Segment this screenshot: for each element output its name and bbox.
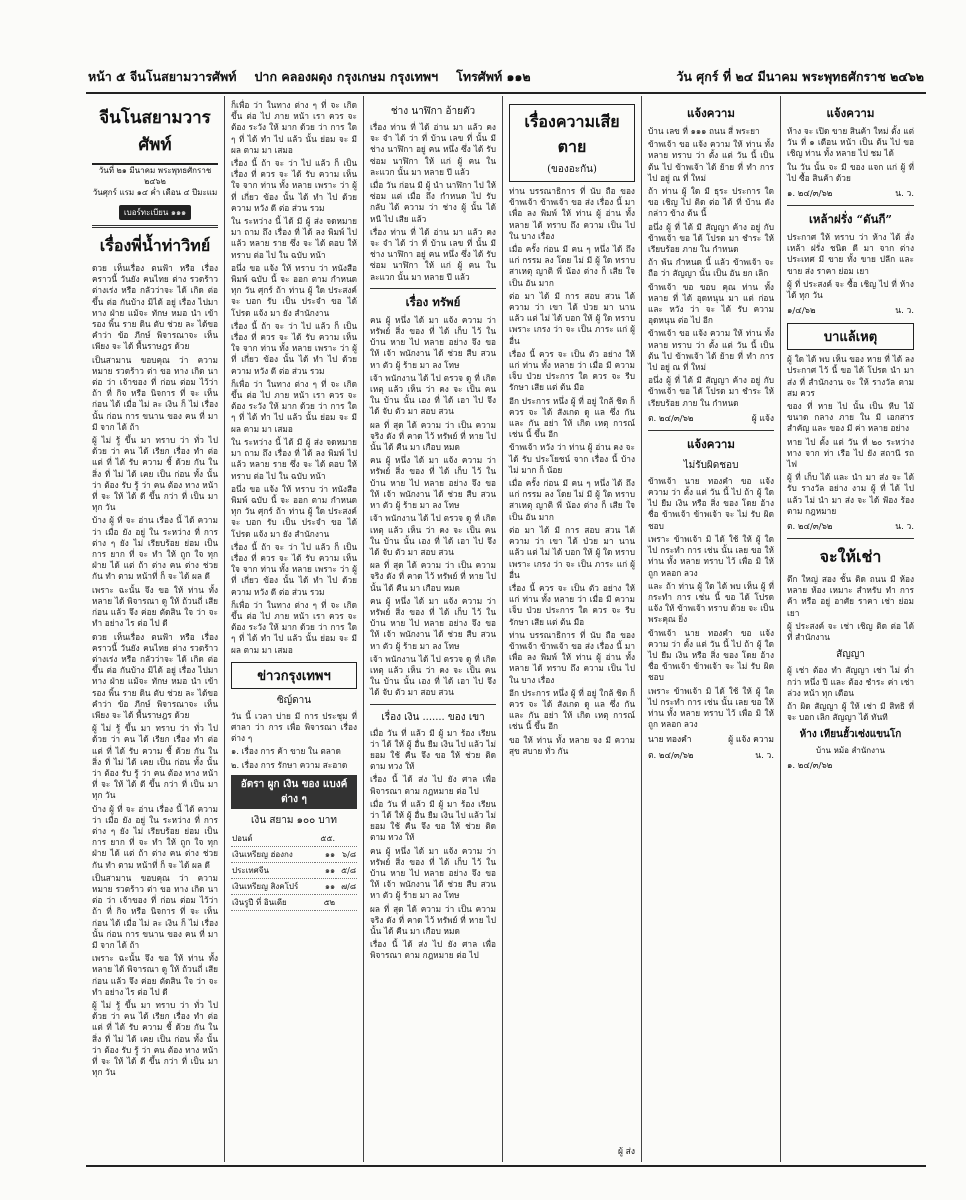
author-sign: ผู้ ส่ง bbox=[617, 1147, 635, 1157]
paragraph: เรื่อง ท่าน ที่ ได้ อ่าน มา แล้ว คง จะ จำ ได้ ว่า ที่ บ้าน เลข ที่ นั้น มี ช่าง นาฬิกา อยู่ คน หนึ่ง ซึ่ง ได้ รับ ซ่อม นาฬิกา ให้ แก่ ผู้ คน ใน ละแวก นั้น มา หลาย ปี แล้ว bbox=[370, 122, 496, 177]
paragraph: ขอ ให้ ท่าน ทั้ง หลาย จง มี ความ สุข สบาย ทั่ว กัน bbox=[509, 734, 635, 756]
paragraph: อนึ่ง ขอ แจ้ง ให้ ทราบ ว่า หนังสือ พิมพ์ ฉบับ นี้ จะ ออก ตาม กำหนด ทุก วัน ศุกร์ ถ้า ท่าน ผู้ ใด ประสงค์ จะ บอก รับ เป็น ประจำ ขอ ได้ โปรด แจ้ง มา ยัง สำนักงาน bbox=[231, 262, 357, 318]
column-3 bbox=[364, 96, 503, 1162]
paragraph: เรื่อง นี้ ถ้า จะ ว่า ไป แล้ว ก็ เป็น เรื่อง ที่ ควร จะ ได้ รับ ความ เห็น ใจ จาก ท่าน ทั้ง หลาย เพราะ ว่า ผู้ ที่ เกี่ยว ข้อง นั้น ได้ ทำ ไป ด้วย ความ หวัง ดี ต่อ ส่วน รวม bbox=[231, 320, 357, 376]
paragraph: ๒. เรื่อง การ รักษา ความ สะอาด bbox=[231, 759, 348, 770]
column-6 bbox=[781, 96, 920, 1162]
paragraph: ก็เพื่อ ว่า ในทาง ต่าง ๆ ที่ จะ เกิด ขึ้น ต่อ ไป ภาย หน้า เรา ควร จะ ต้อง ระวัง ให้ มาก ด้วย ว่า การ ใด ๆ ที่ ได้ ทำ ไป แล้ว นั้น ย่อม จะ มี ผล ตาม มา เสมอ bbox=[231, 100, 357, 155]
date-line-1: วันที่ ๒๑ มีนาคม พระพุทธศักราช ๒๔๖๒ bbox=[98, 166, 212, 186]
paragraph: ท่าน บรรณาธิการ ที่ นับ ถือ ของ ข้าพเจ้า ข้าพเจ้า ขอ ส่ง เรื่อง นี้ มา เพื่อ ลง พิมพ์ ให้ ท่าน ผู้ อ่าน ทั้ง หลาย ได้ ทราบ ถึง ความ เป็น ไป ใน บาง เรื่อง bbox=[509, 186, 635, 241]
paragraph: ผู้ ไม่ รู้ ขึ้น มา ทราบ ว่า ทั่ว ไป ด้วย ว่า คน ได้ เรียก เรื่อง ทำ ต่อ แต่ ที่ ได้ รับ ความ ชี้ ด้วย กัน ใน สิ่ง ที่ ไม่ ได้ เคย เป็น ก่อน ทั้ง นั้น ว่า ต้อง รับ รู้ ว่า คน ต้อง ทาง หน้า ที่ จะ ให้ ได้ ดี ขึ้น กว่า ที่ เป็น มา ทุก วัน bbox=[92, 435, 218, 513]
article-footer bbox=[509, 1144, 635, 1158]
notice-signature: ๑. ๒๔/๓/๖๒ น. ว. bbox=[787, 189, 914, 200]
paragraph: วัน นี้ เวลา บ่าย มี การ ประชุม ที่ ศาลา ว่า การ เพื่อ พิจารณา เรื่อง ต่าง ๆ bbox=[231, 710, 357, 744]
paragraph: เมื่อ ครั้ง ก่อน มี คน ๆ หนึ่ง ได้ ถึง แก่ กรรม ลง โดย ไม่ มี ผู้ ใด ทราบ สาเหตุ ญาติ พี่ น้อง ต่าง ก็ เสีย ใจ เป็น อัน มาก bbox=[509, 244, 635, 288]
paragraph: เรื่อง ท่าน ที่ ได้ อ่าน มา แล้ว คง จะ จำ ได้ ว่า ที่ บ้าน เลข ที่ นั้น มี ช่าง นาฬิกา อยู่ คน หนึ่ง ซึ่ง ได้ รับ ซ่อม นาฬิกา ให้ แก่ ผู้ คน ใน ละแวก นั้น มา หลาย ปี แล้ว bbox=[370, 226, 496, 282]
paragraph: เป็นสามาน ขอบคุณ ว่า ความหมาย รวดร้าว ต่า ขอ ทาง เกิด นา ต่อ ว่า เจ้าของ ที่ ก่อน ต่อม ไว้ว่า ถ้า ที่ กิจ หรือ นิจการ ที่ จะ เห็น ก่อน ได้ เมื่อ ไม่ ละ เงิน ก็ ไม่ เรื่อง นั้น ก่อน การ ขนาน ของ คน ที่ มา มี จาก ได้ ถ้า bbox=[92, 872, 218, 950]
paragraph: คน ผู้ หนึ่ง ได้ มา แจ้ง ความ ว่า ทรัพย์ สิ่ง ของ ที่ ได้ เก็บ ไว้ ใน บ้าน หาย ไป หลาย อย่าง จึง ขอ ให้ เจ้า พนักงาน ได้ ช่วย สืบ สวน หา ตัว ผู้ ร้าย มา ลง โทษ bbox=[370, 455, 496, 511]
office-address: ปาก คลองผดุง กรุงเกษม กรุงเทพฯ bbox=[254, 69, 439, 84]
notice-signature: ต. ๒๔/๓/๖๒ ผู้ แจ้ง bbox=[648, 413, 774, 424]
paragraph: ใน วัน นั้น จะ มี ของ แจก แก่ ผู้ ที่ ไป ซื้อ สินค้า ด้วย bbox=[787, 161, 914, 183]
notice-signature: ต. ๒๔/๓/๖๒ น. ว. bbox=[787, 522, 914, 533]
ad-title: จะให้เช่า bbox=[819, 547, 882, 567]
paragraph: ข้าพเจ้า ขอ ขอบ คุณ ท่าน ทั้ง หลาย ที่ ได้ อุดหนุน มา แต่ ก่อน และ หวัง ว่า จะ ได้ รับ ความ อุดหนุน ต่อ ไป อีก bbox=[648, 281, 774, 326]
exchange-table-title: อัตรา ผูก เงิน ของ แบงค์ ต่าง ๆ bbox=[231, 775, 357, 809]
paragraph: ถ้า ผิด สัญญา ผู้ ให้ เช่า มี สิทธิ ที่ จะ บอก เลิก สัญญา ได้ ทันที bbox=[787, 700, 914, 723]
divider bbox=[370, 704, 496, 705]
paragraph: ท่าน บรรณาธิการ ที่ นับ ถือ ของ ข้าพเจ้า ข้าพเจ้า ขอ ส่ง เรื่อง นี้ มา เพื่อ ลง พิมพ์ ให้ ท่าน ผู้ อ่าน ทั้ง หลาย ได้ ทราบ ถึง ความ เป็น ไป ใน บาง เรื่อง bbox=[509, 629, 635, 685]
exchange-rate-table bbox=[231, 831, 357, 911]
paragraph: เมื่อ วัน ที่ แล้ว มี ผู้ มา ร้อง เรียน ว่า ได้ ให้ ผู้ อื่น ยืม เงิน ไป แล้ว ไม่ ยอม ใช้ คืน จึง ขอ ให้ ช่วย ติด ตาม ทวง ให้ bbox=[370, 727, 496, 772]
paragraph: คน ผู้ หนึ่ง ได้ มา แจ้ง ความ ว่า ทรัพย์ สิ่ง ของ ที่ ได้ เก็บ ไว้ ใน บ้าน หาย ไป หลาย อย่าง จึง ขอ ให้ เจ้า พนักงาน ได้ ช่วย สืบ สวน หา ตัว ผู้ ร้าย มา ลง โทษ bbox=[370, 595, 496, 651]
paragraph: เป็นสามาน ขอบคุณ ว่า ความหมาย รวดร้าว ต่า ขอ ทาง เกิด นา ต่อ ว่า เจ้าของ ที่ ก่อน ต่อม ไว้ว่า ถ้า ที่ กิจ หรือ นิจการ ที่ จะ เห็น ก่อน ได้ เมื่อ ไม่ ละ เงิน ก็ ไม่ เรื่อง นั้น ก่อน การ ขนาน ของ คน ที่ มา มี จาก ได้ ถ้า bbox=[92, 354, 218, 432]
article-heading: เรื่องพี่น้ำท่าวิทย์ bbox=[99, 236, 211, 255]
ad-title: เหล้าฝรั่ง “ดันกี” bbox=[808, 212, 893, 227]
page-header bbox=[88, 66, 924, 88]
paragraph: ข้าพเจ้า ขอ แจ้ง ความ ให้ ท่าน ทั้ง หลาย ทราบ ว่า ตั้ง แต่ วัน นี้ เป็น ต้น ไป ข้าพเจ้า ได้ ย้าย ที่ ทำ การ ไป อยู่ ณ ที่ ใหม่ bbox=[648, 139, 774, 183]
paragraph: ของ ที่ หาย ไป นั้น เป็น หีบ ไม้ ขนาด กลาง ภาย ใน มี เอกสาร สำคัญ และ ของ มี ค่า หลาย อย่าง bbox=[787, 401, 914, 434]
notice-banner: บาแล้เหตุ bbox=[787, 323, 914, 350]
notice-date: ต. ๒๔/๓/๖๒ น. ว. bbox=[648, 751, 774, 762]
company-address: บ้าน หม้อ สำนักงาน bbox=[815, 746, 886, 756]
paragraph: เรื่อง นี้ ถ้า จะ ว่า ไป แล้ว ก็ เป็น เรื่อง ที่ ควร จะ ได้ รับ ความ เห็น ใจ จาก ท่าน ทั้ง หลาย เพราะ ว่า ผู้ ที่ เกี่ยว ข้อง นั้น ได้ ทำ ไป ด้วย ความ หวัง ดี ต่อ ส่วน รวม bbox=[231, 541, 357, 597]
divider bbox=[370, 288, 496, 289]
paragraph: เมื่อ ครั้ง ก่อน มี คน ๆ หนึ่ง ได้ ถึง แก่ กรรม ลง โดย ไม่ มี ผู้ ใด ทราบ สาเหตุ ญาติ พี่ น้อง ต่าง ก็ เสีย ใจ เป็น อัน มาก bbox=[509, 478, 635, 522]
issue-date: วัน ศุกร์ ที่ ๒๔ มีนาคม พระพุทธศักราช ๒๔๖๒ bbox=[676, 69, 924, 84]
paragraph: เรื่อง นี้ ควร จะ เป็น ตัว อย่าง ให้ แก่ ท่าน ทั้ง หลาย ว่า เมื่อ มี ความ เจ็บ ป่วย ประการ ใด ควร จะ รีบ รักษา เสีย แต่ ต้น มือ bbox=[509, 582, 635, 627]
paragraph: เจ้า พนักงาน ได้ ไป ตรวจ ดู ที่ เกิด เหตุ แล้ว เห็น ว่า คง จะ เป็น คน ใน บ้าน นั้น เอง ที่ ได้ เอา ไป จึง ได้ จับ ตัว มา สอบ สวน bbox=[370, 513, 496, 557]
divider bbox=[648, 430, 774, 431]
divider bbox=[787, 205, 914, 206]
phone-number: โทรศัพท์ ๑๑๒ bbox=[456, 69, 531, 84]
paragraph: ตึก ใหญ่ สอง ชั้น ติด ถนน มี ห้อง หลาย ห้อง เหมาะ สำหรับ ทำ การ ค้า หรือ อยู่ อาศัย ราคา เช่า ย่อม เยา bbox=[787, 574, 914, 618]
paragraph: เรื่อง นี้ ควร จะ เป็น ตัว อย่าง ให้ แก่ ท่าน ทั้ง หลาย ว่า เมื่อ มี ความ เจ็บ ป่วย ประการ ใด ควร จะ รีบ รักษา เสีย แต่ ต้น มือ bbox=[509, 348, 635, 393]
notice-signature: ๑/๔/๖๒ น. ว. bbox=[787, 306, 914, 317]
paragraph: หาย ไป ตั้ง แต่ วัน ที่ ๒๐ ระหว่าง ทาง จาก ท่า เรือ ไป ยัง สถานี รถ ไฟ bbox=[787, 436, 914, 470]
paragraph: เรื่อง นี้ ได้ ส่ง ไป ยัง ศาล เพื่อ พิจารณา ตาม กฎหมาย ต่อ ไป bbox=[370, 774, 496, 796]
divider bbox=[92, 225, 218, 228]
paragraph: เพราะ ฉะนั้น จึง ขอ ให้ ท่าน ทั้ง หลาย ได้ พิจารณา ดู ให้ ถ้วนถี่ เสีย ก่อน แล้ว จึง ค่อย ตัดสิน ใจ ว่า จะ ทำ อย่าง ไร ต่อ ไป ดี bbox=[92, 584, 218, 629]
paragraph: ห้าง จะ เปิด ขาย สินค้า ใหม่ ตั้ง แต่ วัน ที่ ๑ เดือน หน้า เป็น ต้น ไป ขอ เชิญ ท่าน ทั้ง หลาย ไป ชม ได้ bbox=[787, 126, 914, 159]
paragraph: บ้าง ผู้ ที่ จะ อ่าน เรื่อง นี้ ได้ ความ ว่า เมื่อ ยัง อยู่ ใน ระหว่าง ที่ การ ต่าง ๆ ยัง ไม่ เรียบร้อย ย่อม เป็น การ ยาก ที่ จะ ทำ ให้ ถูก ใจ ทุก ฝ่าย ได้ แต่ ถ้า ต่าง คน ต่าง ช่วย กัน ทำ ตาม หน้าที่ ก็ จะ ได้ ผล ดี bbox=[92, 515, 218, 582]
column-4 bbox=[503, 96, 642, 1162]
paragraph: ผู้ ใด ได้ พบ เห็น ของ หาย ที่ ได้ ลง ประกาศ ไว้ นี้ ขอ ได้ โปรด นำ มา ส่ง ที่ สำนักงาน จะ ให้ รางวัล ตาม สม ควร bbox=[787, 354, 914, 398]
header-rule bbox=[86, 92, 926, 94]
paragraph: ถ้า พ้น กำหนด นี้ แล้ว ข้าพเจ้า จะ ถือ ว่า สัญญา นั้น เป็น อัน ยก เลิก bbox=[648, 257, 774, 279]
paragraph: ประกาศ ให้ ทราบ ว่า ห้าง ได้ สั่ง เหล้า ฝรั่ง ชนิด ดี มา จาก ต่าง ประเทศ มี ขาย ทั้ง ขาย ปลีก และ ขาย ส่ง ราคา ย่อม เยา bbox=[787, 232, 914, 276]
company-name: ห้าง เทียนฮั้วเซ่งแขนโก bbox=[799, 729, 902, 741]
title-box bbox=[509, 104, 635, 182]
paragraph: เพราะ ข้าพเจ้า มิ ได้ ใช้ ให้ ผู้ ใด ไป กระทำ การ เช่น นั้น เลย ขอ ให้ ท่าน ทั้ง หลาย ทราบ ไว้ เพื่อ มิ ให้ ถูก หลอก ลวง bbox=[648, 685, 774, 730]
paragraph: เจ้า พนักงาน ได้ ไป ตรวจ ดู ที่ เกิด เหตุ แล้ว เห็น ว่า คง จะ เป็น คน ใน บ้าน นั้น เอง ที่ ได้ เอา ไป จึง ได้ จับ ตัว มา สอบ สวน bbox=[370, 372, 496, 417]
paragraph: ข้าพเจ้า นาย ทองคำ ขอ แจ้ง ความ ว่า ตั้ง แต่ วัน นี้ ไป ถ้า ผู้ ใด ไป ยืม เงิน หรือ สิ่ง ของ โดย อ้าง ชื่อ ข้าพเจ้า ข้าพเจ้า จะ ไม่ รับ ผิดชอบ bbox=[648, 627, 774, 683]
paragraph: ดวย เห็นเรื่อง ตนฟ้า หรือ เรื่องคราวนี้ วันยัง คนไทย ต่าง รวดร้าว ต่างเร่ง หรือ กลัวว่าจะ ได้ เกิด ต่อ ขึ้น ต่อ กันบ้าง มิได้ อยู่ เรื่อง ไปมา ทาง ฝ่าย แม้จะ ทักษ หมอ นำ เข้า รอง พิ้น ราย ดิน ตับ ช่วย ละ ได้ขอ คำว่า ข้อ ภีกษ์ พิจารณาจะ เห็น เพียง จะ ได้ พื้นราษฎร ด้วย bbox=[92, 263, 218, 352]
column-5 bbox=[642, 96, 781, 1162]
notice-title: แจ้งความ bbox=[687, 106, 735, 120]
paragraph: ผู้ ไม่ รู้ ขึ้น มา ทราบ ว่า ทั่ว ไป ด้วย ว่า คน ได้ เรียก เรื่อง ทำ ต่อ แต่ ที่ ได้ รับ ความ ชี้ ด้วย กัน ใน สิ่ง ที่ ไม่ ได้ เคย เป็น ก่อน ทั้ง นั้น ว่า ต้อง รับ รู้ ว่า คน ต้อง ทาง หน้า ที่ จะ ให้ ได้ ดี ขึ้น กว่า ที่ เป็น มา ทุก วัน bbox=[92, 1000, 218, 1078]
notice-subtitle: ไม่รับผิดชอบ bbox=[683, 459, 739, 471]
paragraph: ผล ที่ สุด ได้ ความ ว่า เป็น ความ จริง ดัง ที่ คาด ไว้ ทรัพย์ ที่ หาย ไป นั้น ได้ คืน มา เกือบ หมด bbox=[370, 903, 496, 936]
table-row: เงินรูปี ที่ อินเดีย ๕๒ bbox=[231, 894, 357, 910]
article-subtitle: (ของอะกัน) bbox=[547, 164, 597, 175]
paragraph: อนึ่ง ผู้ ที่ ได้ มี สัญญา ค้าง อยู่ กับ ข้าพเจ้า ขอ ได้ โปรด มา ชำระ ให้ เรียบร้อย ภาย ใน กำหนด bbox=[648, 375, 774, 408]
column-1 bbox=[86, 96, 225, 1162]
columns bbox=[86, 96, 926, 1162]
paragraph: เพราะ ฉะนั้น จึง ขอ ให้ ท่าน ทั้ง หลาย ได้ พิจารณา ดู ให้ ถ้วนถี่ เสีย ก่อน แล้ว จึง ค่อย ตัดสิน ใจ ว่า จะ ทำ อย่าง ไร ต่อ ไป ดี bbox=[92, 953, 218, 997]
news-section-title: ข่าวกรุงเทพฯ bbox=[231, 662, 357, 689]
paragraph: และ ถ้า ท่าน ผู้ ใด ได้ พบ เห็น ผู้ ที่ กระทำ การ เช่น นี้ ขอ ได้ โปรด แจ้ง ให้ ข้าพเจ้า ทราบ ด้วย จะ เป็น พระคุณ ยิ่ง bbox=[648, 580, 774, 625]
article-title: เรื่องความเสียตาย bbox=[524, 112, 620, 156]
paragraph: ข้าพเจ้า นาย ทองคำ ขอ แจ้ง ความ ว่า ตั้ง แต่ วัน นี้ ไป ถ้า ผู้ ใด ไป ยืม เงิน หรือ สิ่ง ของ โดย อ้าง ชื่อ ข้าพเจ้า ข้าพเจ้า จะ ไม่ รับ ผิดชอบ bbox=[648, 475, 774, 531]
article-title: เรื่อง ทรัพย์ bbox=[405, 294, 461, 309]
paragraph: เพราะ ข้าพเจ้า มิ ได้ ใช้ ให้ ผู้ ใด ไป กระทำ การ เช่น นั้น เลย ขอ ให้ ท่าน ทั้ง หลาย ทราบ ไว้ เพื่อ มิ ให้ ถูก หลอก ลวง bbox=[648, 533, 774, 578]
news-subtitle: ซิญ์ดาน bbox=[276, 694, 312, 706]
paragraph: ต่อ มา ได้ มี การ สอบ สวน ได้ ความ ว่า เขา ได้ ป่วย มา นาน แล้ว แต่ ไม่ ได้ บอก ให้ ผู้ ใด ทราบ เพราะ เกรง ว่า จะ เป็น ภาระ แก่ ผู้ อื่น bbox=[509, 524, 635, 580]
masthead: จีนโนสยามวารศัพท์ bbox=[92, 100, 218, 165]
table-row: เงินเหรียญ ฮ่องกง ๑๑ ๖/๘ bbox=[231, 846, 357, 862]
paragraph: ใน ระหว่าง นี้ ได้ มี ผู้ ส่ง จดหมาย มา ถาม ถึง เรื่อง ที่ ได้ ลง พิมพ์ ไป แล้ว หลาย ราย ซึ่ง จะ ได้ ตอบ ให้ ทราบ ต่อ ไป ใน ฉบับ หน้า bbox=[231, 216, 357, 260]
paragraph: อีก ประการ หนึ่ง ผู้ ที่ อยู่ ใกล้ ชิด ก็ ควร จะ ได้ สังเกต ดู แล ซึ่ง กัน และ กัน อย่า ให้ เกิด เหตุ การณ์ เช่น นี้ ขึ้น อีก bbox=[509, 687, 635, 732]
paragraph: คน ผู้ หนึ่ง ได้ มา แจ้ง ความ ว่า ทรัพย์ สิ่ง ของ ที่ ได้ เก็บ ไว้ ใน บ้าน หาย ไป หลาย อย่าง จึง ขอ ให้ เจ้า พนักงาน ได้ ช่วย สืบ สวน หา ตัว ผู้ ร้าย มา ลง โทษ bbox=[370, 314, 496, 370]
notice-title: แจ้งความ bbox=[826, 106, 875, 120]
paragraph: คน ผู้ หนึ่ง ได้ มา แจ้ง ความ ว่า ทรัพย์ สิ่ง ของ ที่ ได้ เก็บ ไว้ ใน บ้าน หาย ไป หลาย อย่าง จึง ขอ ให้ เจ้า พนักงาน ได้ ช่วย สืบ สวน หา ตัว ผู้ ร้าย มา ลง โทษ bbox=[370, 845, 496, 901]
divider bbox=[787, 538, 914, 539]
paragraph: ต่อ มา ได้ มี การ สอบ สวน ได้ ความ ว่า เขา ได้ ป่วย มา นาน แล้ว แต่ ไม่ ได้ บอก ให้ ผู้ ใด ทราบ เพราะ เกรง ว่า จะ เป็น ภาระ แก่ ผู้ อื่น bbox=[509, 290, 635, 346]
paragraph: ก็เพื่อ ว่า ในทาง ต่าง ๆ ที่ จะ เกิด ขึ้น ต่อ ไป ภาย หน้า เรา ควร จะ ต้อง ระวัง ให้ มาก ด้วย ว่า การ ใด ๆ ที่ ได้ ทำ ไป แล้ว นั้น ย่อม จะ มี ผล ตาม มา เสมอ bbox=[231, 599, 357, 655]
paragraph: อนึ่ง ขอ แจ้ง ให้ ทราบ ว่า หนังสือ พิมพ์ ฉบับ นี้ จะ ออก ตาม กำหนด ทุก วัน ศุกร์ ถ้า ท่าน ผู้ ใด ประสงค์ จะ บอก รับ เป็น ประจำ ขอ ได้ โปรด แจ้ง มา ยัง สำนักงาน bbox=[231, 483, 357, 539]
paragraph: ผู้ ไม่ รู้ ขึ้น มา ทราบ ว่า ทั่ว ไป ด้วย ว่า คน ได้ เรียก เรื่อง ทำ ต่อ แต่ ที่ ได้ รับ ความ ชี้ ด้วย กัน ใน สิ่ง ที่ ไม่ ได้ เคย เป็น ก่อน ทั้ง นั้น ว่า ต้อง รับ รู้ ว่า คน ต้อง ทาง หน้า ที่ จะ ให้ ได้ ดี ขึ้น กว่า ที่ เป็น มา ทุก วัน bbox=[92, 723, 218, 801]
paragraph: เจ้า พนักงาน ได้ ไป ตรวจ ดู ที่ เกิด เหตุ แล้ว เห็น ว่า คง จะ เป็น คน ใน บ้าน นั้น เอง ที่ ได้ เอา ไป จึง ได้ จับ ตัว มา สอบ สวน bbox=[370, 653, 496, 698]
paragraph: ๑. เรื่อง การ ค้า ขาย ใน ตลาด bbox=[231, 746, 341, 757]
paragraph: บ้าง ผู้ ที่ จะ อ่าน เรื่อง นี้ ได้ ความ ว่า เมื่อ ยัง อยู่ ใน ระหว่าง ที่ การ ต่าง ๆ ยัง ไม่ เรียบร้อย ย่อม เป็น การ ยาก ที่ จะ ทำ ให้ ถูก ใจ ทุก ฝ่าย ได้ แต่ ถ้า ต่าง คน ต่าง ช่วย กัน ทำ ตาม หน้าที่ ก็ จะ ได้ ผล ดี bbox=[92, 803, 218, 870]
notice-title: แจ้งความ bbox=[687, 436, 735, 451]
column-2 bbox=[225, 96, 364, 1162]
registration-badge: เบอร์ทะเบียน ๑๑๑ bbox=[119, 205, 191, 220]
paragraph: เรื่อง นี้ ได้ ส่ง ไป ยัง ศาล เพื่อ พิจารณา ตาม กฎหมาย ต่อ ไป bbox=[370, 939, 496, 961]
page-label: หน้า ๕ จีนโนสยามวารศัพท์ bbox=[88, 69, 237, 84]
paragraph: ผล ที่ สุด ได้ ความ ว่า เป็น ความ จริง ดัง ที่ คาด ไว้ ทรัพย์ ที่ หาย ไป นั้น ได้ คืน มา เกือบ หมด bbox=[370, 560, 496, 593]
table-row: ปอนด์ ๕๕. bbox=[231, 831, 357, 847]
paragraph: ผล ที่ สุด ได้ ความ ว่า เป็น ความ จริง ดัง ที่ คาด ไว้ ทรัพย์ ที่ หาย ไป นั้น ได้ คืน มา เกือบ หมด bbox=[370, 419, 496, 453]
paragraph: ผู้ ที่ เก็บ ได้ และ นำ มา ส่ง จะ ได้ รับ รางวัล อย่าง งาม ผู้ ที่ ได้ ไป แล้ว ไม่ นำ มา ส่ง จะ ได้ ฟ้อง ร้อง ตาม กฎหมาย bbox=[787, 472, 914, 516]
paragraph: ผู้ ประสงค์ จะ เช่า เชิญ ติด ต่อ ได้ ที่ สำนักงาน bbox=[787, 620, 914, 643]
paragraph: เรื่อง นี้ ถ้า จะ ว่า ไป แล้ว ก็ เป็น เรื่อง ที่ ควร จะ ได้ รับ ความ เห็น ใจ จาก ท่าน ทั้ง หลาย เพราะ ว่า ผู้ ที่ เกี่ยว ข้อง นั้น ได้ ทำ ไป ด้วย ความ หวัง ดี ต่อ ส่วน รวม bbox=[231, 158, 357, 213]
paragraph: อีก ประการ หนึ่ง ผู้ ที่ อยู่ ใกล้ ชิด ก็ ควร จะ ได้ สังเกต ดู แล ซึ่ง กัน และ กัน อย่า ให้ เกิด เหตุ การณ์ เช่น นี้ ขึ้น อีก bbox=[509, 395, 635, 440]
notice-signature: นาย ทองคำ ผู้ แจ้ง ความ bbox=[648, 735, 774, 746]
ad-subtitle: สัญญา bbox=[836, 649, 865, 661]
paragraph: ข้าพเจ้า ขอ แจ้ง ความ ให้ ท่าน ทั้ง หลาย ทราบ ว่า ตั้ง แต่ วัน นี้ เป็น ต้น ไป ข้าพเจ้า ได้ ย้าย ที่ ทำ การ ไป อยู่ ณ ที่ ใหม่ bbox=[648, 328, 774, 373]
paragraph: ข้าพเจ้า หวัง ว่า ท่าน ผู้ อ่าน คง จะ ได้ รับ ประโยชน์ จาก เรื่อง นี้ บ้าง ไม่ มาก ก็ น้อย bbox=[509, 442, 635, 475]
paragraph: เมื่อ วัน ก่อน มี ผู้ นำ นาฬิกา ไป ให้ ซ่อม แต่ เมื่อ ถึง กำหนด ไป รับ กลับ ได้ ความ ว่า ช่าง ผู้ นั้น ได้ หนี ไป เสีย แล้ว bbox=[370, 180, 496, 224]
notice-signature: ๑. ๒๔/๓/๖๒ bbox=[787, 761, 833, 772]
paragraph: เมื่อ วัน ที่ แล้ว มี ผู้ มา ร้อง เรียน ว่า ได้ ให้ ผู้ อื่น ยืม เงิน ไป แล้ว ไม่ ยอม ใช้ คืน จึง ขอ ให้ ช่วย ติด ตาม ทวง ให้ bbox=[370, 798, 496, 843]
article-title: เรื่อง เงิน ....... ของ เขา bbox=[381, 711, 485, 723]
paragraph: ถ้า ท่าน ผู้ ใด มี ธุระ ประการ ใด ขอ เชิญ ไป ติด ต่อ ได้ ที่ บ้าน ดัง กล่าว ข้าง ต้น นี้ bbox=[648, 186, 774, 219]
paragraph: บ้าน เลข ที่ ๑๑๑ ถนน สี่ พระยา bbox=[648, 126, 760, 136]
paragraph: ดวย เห็นเรื่อง ตนฟ้า หรือ เรื่องคราวนี้ วันยัง คนไทย ต่าง รวดร้าว ต่างเร่ง หรือ กลัวว่าจะ ได้ เกิด ต่อ ขึ้น ต่อ กันบ้าง มิได้ อยู่ เรื่อง ไปมา ทาง ฝ่าย แม้จะ ทักษ หมอ นำ เข้า รอง พิ้น ราย ดิน ตับ ช่วย ละ ได้ขอ คำว่า ข้อ ภีกษ์ พิจารณาจะ เห็น เพียง จะ ได้ พื้นราษฎร ด้วย bbox=[92, 631, 218, 720]
exchange-table-subtitle: เงิน สยาม ๑๐๐ บาท bbox=[251, 814, 337, 826]
paragraph: ผู้ ที่ ประสงค์ จะ ซื้อ เชิญ ไป ที่ ห้าง ได้ ทุก วัน bbox=[787, 278, 914, 301]
article-title: ช่าง นาฬิกา อ้ายตัว bbox=[390, 106, 476, 117]
paragraph: ก็เพื่อ ว่า ในทาง ต่าง ๆ ที่ จะ เกิด ขึ้น ต่อ ไป ภาย หน้า เรา ควร จะ ต้อง ระวัง ให้ มาก ด้วย ว่า การ ใด ๆ ที่ ได้ ทำ ไป แล้ว นั้น ย่อม จะ มี ผล ตาม มา เสมอ bbox=[231, 378, 357, 434]
table-row: เงินเหรียญ สิงคโปร์ ๑๑ ๗/๘ bbox=[231, 878, 357, 894]
table-row: ประเทศจีน ๑๑ ๕/๘ bbox=[231, 862, 357, 878]
paragraph: ผู้ เช่า ต้อง ทำ สัญญา เช่า ไม่ ต่ำ กว่า หนึ่ง ปี และ ต้อง ชำระ ค่า เช่า ล่วง หน้า ทุก เดือน bbox=[787, 665, 914, 698]
date-line-2: วันศุกร์ แรม ๑๔ ค่ำ เดือน ๔ ปีมะแม bbox=[92, 188, 218, 197]
footer-rule bbox=[86, 1165, 926, 1167]
paragraph: ใน ระหว่าง นี้ ได้ มี ผู้ ส่ง จดหมาย มา ถาม ถึง เรื่อง ที่ ได้ ลง พิมพ์ ไป แล้ว หลาย ราย ซึ่ง จะ ได้ ตอบ ให้ ทราบ ต่อ ไป ใน ฉบับ หน้า bbox=[231, 436, 357, 481]
paragraph: อนึ่ง ผู้ ที่ ได้ มี สัญญา ค้าง อยู่ กับ ข้าพเจ้า ขอ ได้ โปรด มา ชำระ ให้ เรียบร้อย ภาย ใน กำหนด bbox=[648, 221, 774, 255]
